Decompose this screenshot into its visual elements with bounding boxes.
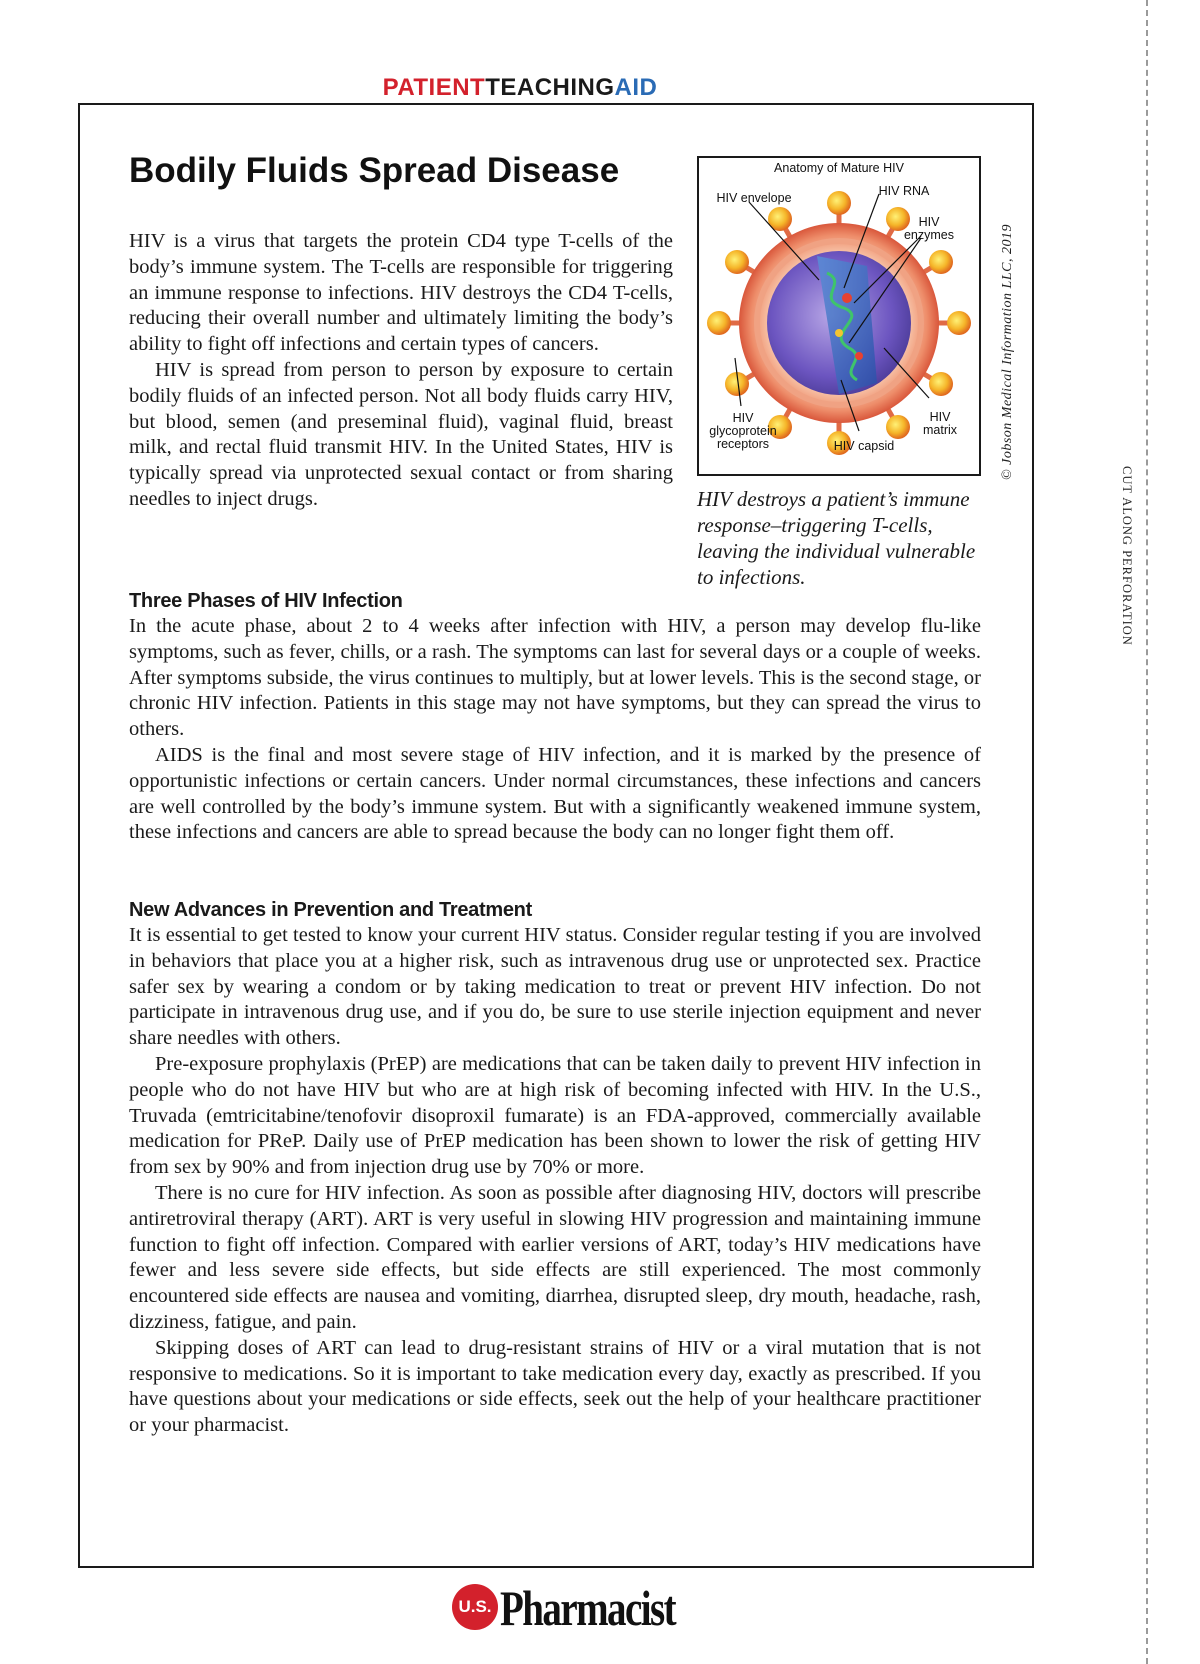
figure-caption: HIV destroys a patient’s immune response–triggering T-cells, leaving the individual vulnerable to infections. xyxy=(697,487,976,589)
section-heading: Three Phases of HIV Infection xyxy=(129,590,403,612)
figure-title: Anatomy of Mature HIV xyxy=(774,161,904,175)
cut-along-perforation-label: CUT ALONG PERFORATION xyxy=(1120,466,1134,646)
section-paragraph: Pre-exposure prophylaxis (PrEP) are medications that can be taken daily to prevent HIV infection in people who do not have HIV but who are at high risk of becoming infected with HIV. In the U.S., Truvada (emtricitabine/tenofovir disoproxil fumarate) is an FDA-approved, commercially available medication for PReP. Daily use of PrEP medication has been shown to lower the risk of getting HIV from sex by 90% and from injection drug use by 70% or more. xyxy=(129,1052,981,1179)
section-paragraph: AIDS is the final and most severe stage of HIV infection, and it is marked by the presence of opportunistic infections or certain cancers. Under normal circumstances, these infections and cancers are well controlled by the body’s immune system. But with a significantly weakened immune system, these infections and cancers are able to spread because the body can no longer fight them off. xyxy=(129,743,981,844)
patient-teaching-aid-header xyxy=(0,76,1040,100)
hiv-enzyme-dot xyxy=(842,293,852,303)
section-three-phases xyxy=(129,589,981,846)
hiv-enzyme-dot xyxy=(835,329,843,337)
us-pharmacist-logo xyxy=(452,1578,676,1638)
label-hiv-enzymes: HIV enzymes xyxy=(903,215,955,242)
section-paragraph: There is no cure for HIV infection. As soon as possible after diagnosing HIV, doctors will prescribe antiretroviral therapy (ART). ART is very useful in slowing HIV progression and maintaining immune function to fight off infection. Compared with earlier versions of ART, today’s HIV medications have fewer and less severe side effects, but side effects are still experienced. The most commonly encountered side effects are nausea and vomiting, diarrhea, disrupted sleep, dry mouth, headache, rash, dizziness, fatigue, and pain. xyxy=(129,1181,981,1333)
figure-copyright: © Jobson Medical Information LLC, 2019 xyxy=(1000,224,1015,480)
label-hiv-rna: HIV RNA xyxy=(878,184,930,198)
label-hiv-capsid: HIV capsid xyxy=(833,439,895,453)
us-seal-icon: U.S. xyxy=(452,1584,498,1630)
section-heading: New Advances in Prevention and Treatment xyxy=(129,899,532,921)
logo-wordmark: Pharmacist xyxy=(500,1580,676,1636)
section-paragraph: It is essential to get tested to know your current HIV status. Consider regular testing if you are involved in behaviors that place you at a higher risk, such as intravenous drug use or unprotected sex. Practice safer sex by wearing a condom or by taking medication to treat or prevent HIV infection. Do not participate in intravenous drug use, and if you do, be sure to use sterile injection equipment and never share needles with others. xyxy=(129,924,981,1050)
intro-text xyxy=(129,229,673,513)
label-hiv-glycoprotein-receptors: HIV glycoprotein receptors xyxy=(709,411,777,451)
label-hiv-envelope: HIV envelope xyxy=(716,191,792,205)
intro-paragraph-2: HIV is spread from person to person by exposure to certain bodily fluids of an infected person. Not all body fluids carry HIV, but blood, semen (and preseminal fluid), vaginal fluid, breast milk, and rectal fluid transmit HIV. In the United States, HIV is typically spread via unprotected sexual contact or from sharing needles to inject drugs. xyxy=(129,358,673,510)
section-paragraph: In the acute phase, about 2 to 4 weeks after infection with HIV, a person may develop flu-like symptoms, such as fever, chills, or a rash. The symptoms can last for several days or a couple of weeks. After symptoms subside, the virus continues to multiply, but at lower levels. This is the second stage, or chronic HIV infection. Patients in this stage may not have symptoms, but they can spread the virus to others. xyxy=(129,615,981,741)
hiv-anatomy-figure xyxy=(697,156,981,476)
section-paragraph: Skipping doses of ART can lead to drug-resistant strains of HIV or a viral mutation that is not responsive to medications. So it is important to take medication every day, exactly as prescribed. If you have questions about your medications or side effects, seek out the help of your healthcare practitioner or your pharmacist. xyxy=(129,1336,981,1437)
perforation-line xyxy=(1146,0,1148,1664)
header-teaching: TEACHING xyxy=(485,74,615,101)
header-aid: AID xyxy=(614,74,658,101)
label-hiv-matrix: HIV matrix xyxy=(922,410,958,437)
hiv-enzyme-dot xyxy=(855,352,863,360)
intro-paragraph-1: HIV is a virus that targets the protein CD4 type T-cells of the body’s immune system. The T-cells are responsible for triggering an immune response to infections. HIV destroys the CD4 T-cells, reducing their overall number and ultimately limiting the body’s ability to fight off infections and certain types of cancers. xyxy=(129,230,673,356)
header-patient: PATIENT xyxy=(382,74,486,101)
section-prevention-treatment xyxy=(129,898,981,1439)
page-title: Bodily Fluids Spread Disease xyxy=(129,151,620,190)
